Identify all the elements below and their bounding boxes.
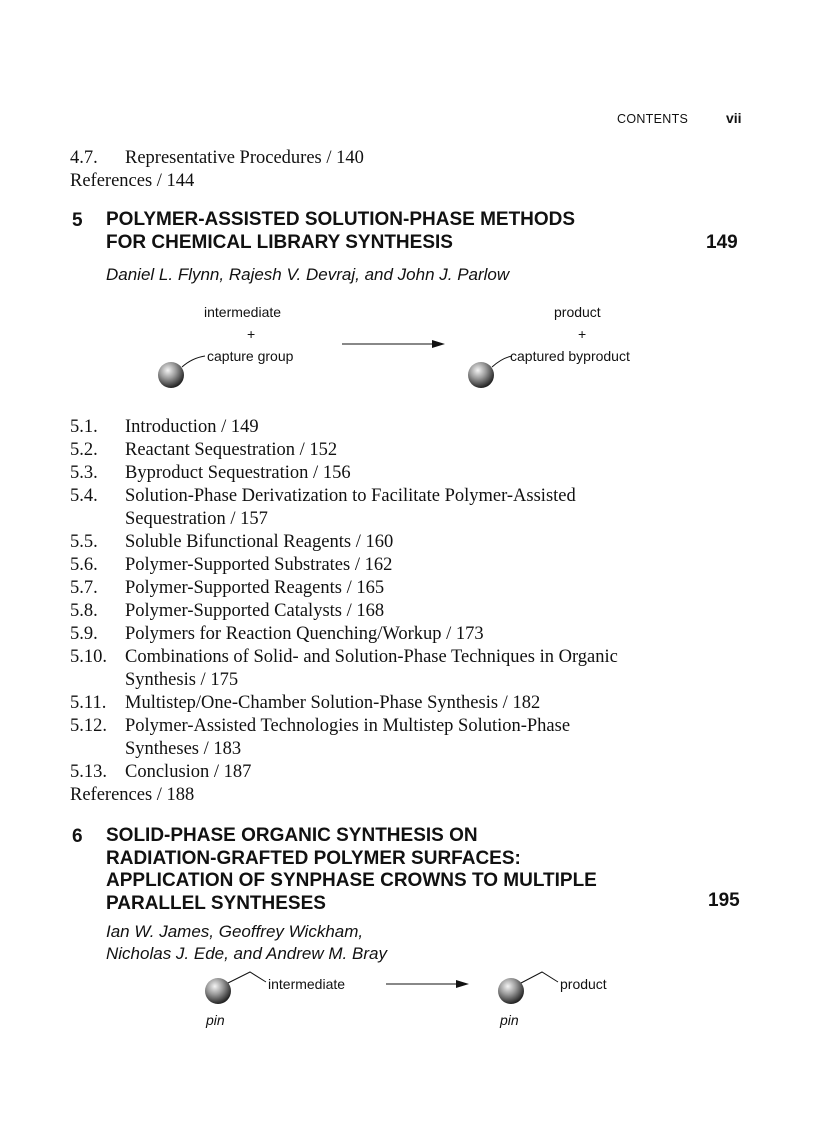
toc-entry-4-7 bbox=[70, 147, 364, 170]
toc-entry-text: References / 188 bbox=[70, 785, 195, 805]
toc-entry-continuation bbox=[70, 508, 618, 531]
chapter-5-scheme bbox=[140, 300, 700, 400]
toc-entry-number: 5.12. bbox=[70, 716, 107, 736]
scheme-label-intermediate: intermediate bbox=[268, 976, 346, 992]
toc-entry-text: Combinations of Solid- and Solution-Phase Techniques in Organic bbox=[125, 647, 618, 667]
toc-entry-number: 5.9. bbox=[70, 624, 98, 644]
chapter-5-entries bbox=[70, 416, 618, 807]
toc-entry-number: 5.10. bbox=[70, 647, 107, 667]
pin-bead-icon bbox=[205, 978, 231, 1004]
toc-entry-references bbox=[70, 784, 618, 807]
chapter-6-author-line: Nicholas J. Ede, and Andrew M. Bray bbox=[106, 944, 387, 963]
chapter-5-authors: Daniel L. Flynn, Rajesh V. Devraj, and John J. Parlow bbox=[106, 265, 510, 284]
toc-entry bbox=[70, 554, 618, 577]
toc-entry bbox=[70, 623, 618, 646]
linker-bond bbox=[492, 356, 512, 367]
toc-entry-number: 5.11. bbox=[70, 693, 107, 713]
scheme-label-captured-byproduct: captured byproduct bbox=[510, 348, 630, 364]
toc-entry-text: Byproduct Sequestration / 156 bbox=[125, 463, 351, 483]
toc-entry bbox=[70, 531, 618, 554]
scheme-label-product: product bbox=[560, 976, 607, 992]
toc-entry bbox=[70, 462, 618, 485]
toc-entry-number: 5.7. bbox=[70, 578, 98, 598]
toc-entry bbox=[70, 600, 618, 623]
reaction-arrow-head bbox=[456, 980, 469, 988]
toc-entry-text: Conclusion / 187 bbox=[125, 762, 252, 782]
toc-entry-number: 5.5. bbox=[70, 532, 98, 552]
chapter-5-title-line: FOR CHEMICAL LIBRARY SYNTHESIS bbox=[106, 231, 453, 253]
chapter-6-page: 195 bbox=[708, 890, 740, 911]
resin-bead-icon bbox=[158, 362, 184, 388]
linker-bond bbox=[521, 972, 558, 983]
chapter-6-title-line: RADIATION-GRAFTED POLYMER SURFACES: bbox=[106, 847, 521, 869]
toc-entry-text: Representative Procedures / 140 bbox=[125, 148, 364, 168]
toc-entry-text: Solution-Phase Derivatization to Facilitate Polymer-Assisted bbox=[125, 486, 576, 506]
toc-entry-text: Polymer-Assisted Technologies in Multistep Solution-Phase bbox=[125, 716, 571, 736]
chapter-6-title-line: PARALLEL SYNTHESES bbox=[106, 892, 326, 914]
toc-entry-text: Polymer-Supported Catalysts / 168 bbox=[125, 601, 385, 621]
toc-entry bbox=[70, 646, 618, 669]
toc-entry-number: 5.4. bbox=[70, 486, 98, 506]
scheme-label-pin: pin bbox=[206, 1012, 225, 1028]
toc-entry-text: Introduction / 149 bbox=[125, 417, 259, 437]
toc-entry-number: 5.3. bbox=[70, 463, 98, 483]
linker-bond bbox=[182, 356, 205, 367]
chapter-6-title-line: APPLICATION OF SYNPHASE CROWNS TO MULTIPLE bbox=[106, 870, 597, 891]
toc-entry-number: 4.7. bbox=[70, 148, 98, 168]
scheme-graphics bbox=[190, 964, 650, 1034]
toc-entry-text: References / 144 bbox=[70, 171, 195, 191]
scheme-label-pin: pin bbox=[500, 1012, 519, 1028]
toc-entry-number: 5.2. bbox=[70, 440, 98, 460]
toc-entry bbox=[70, 439, 618, 462]
toc-entry-number: 5.13. bbox=[70, 762, 107, 782]
toc-entry-text: Synthesis / 175 bbox=[125, 670, 239, 690]
chapter-6-authors bbox=[106, 921, 387, 965]
chapter-6-title bbox=[106, 825, 597, 915]
scheme-plus: + bbox=[247, 326, 256, 342]
toc-entry-number: 5.6. bbox=[70, 555, 98, 575]
chapter-5-title bbox=[106, 209, 575, 254]
toc-entry-number: 5.1. bbox=[70, 417, 98, 437]
chapter-6-number: 6 bbox=[72, 826, 83, 847]
linker-bond bbox=[228, 972, 266, 983]
toc-entry-references-ch4 bbox=[70, 170, 194, 193]
chapter-6-author-line: Ian W. James, Geoffrey Wickham, bbox=[106, 922, 364, 941]
chapter-6-title-line: SOLID-PHASE ORGANIC SYNTHESIS ON bbox=[106, 825, 478, 846]
toc-entry bbox=[70, 485, 618, 508]
pin-bead-icon bbox=[498, 978, 524, 1004]
toc-entry-text: Polymers for Reaction Quenching/Workup / 173 bbox=[125, 624, 484, 644]
toc-entry-number: 5.8. bbox=[70, 601, 98, 621]
toc-entry-text: Polymer-Supported Reagents / 165 bbox=[125, 578, 385, 598]
toc-entry-text: Syntheses / 183 bbox=[125, 739, 242, 759]
toc-entry-text: Reactant Sequestration / 152 bbox=[125, 440, 338, 460]
toc-entry-text: Multistep/One-Chamber Solution-Phase Synthesis / 182 bbox=[125, 693, 541, 713]
scheme-label-product: product bbox=[554, 304, 601, 320]
running-head-label: CONTENTS bbox=[617, 112, 689, 126]
toc-entry-continuation bbox=[70, 738, 618, 761]
toc-entry-text: Polymer-Supported Substrates / 162 bbox=[125, 555, 393, 575]
chapter-5-title-line: POLYMER-ASSISTED SOLUTION-PHASE METHODS bbox=[106, 209, 576, 230]
scheme-label-intermediate: intermediate bbox=[204, 304, 282, 320]
toc-entry bbox=[70, 577, 618, 600]
toc-entry-text: Soluble Bifunctional Reagents / 160 bbox=[125, 532, 394, 552]
resin-bead-icon bbox=[468, 362, 494, 388]
chapter-5-page: 149 bbox=[706, 232, 738, 253]
reaction-arrow-head bbox=[432, 340, 445, 348]
chapter-5-number: 5 bbox=[72, 210, 83, 231]
toc-entry bbox=[70, 692, 618, 715]
toc-entry-text: Sequestration / 157 bbox=[125, 509, 268, 529]
toc-entry-continuation bbox=[70, 669, 618, 692]
page-number: vii bbox=[726, 110, 742, 126]
scheme-plus: + bbox=[578, 326, 587, 342]
toc-entry bbox=[70, 416, 618, 439]
scheme-label-capture-group: capture group bbox=[207, 348, 294, 364]
toc-entry bbox=[70, 715, 618, 738]
chapter-6-scheme bbox=[190, 964, 650, 1034]
toc-entry bbox=[70, 761, 618, 784]
